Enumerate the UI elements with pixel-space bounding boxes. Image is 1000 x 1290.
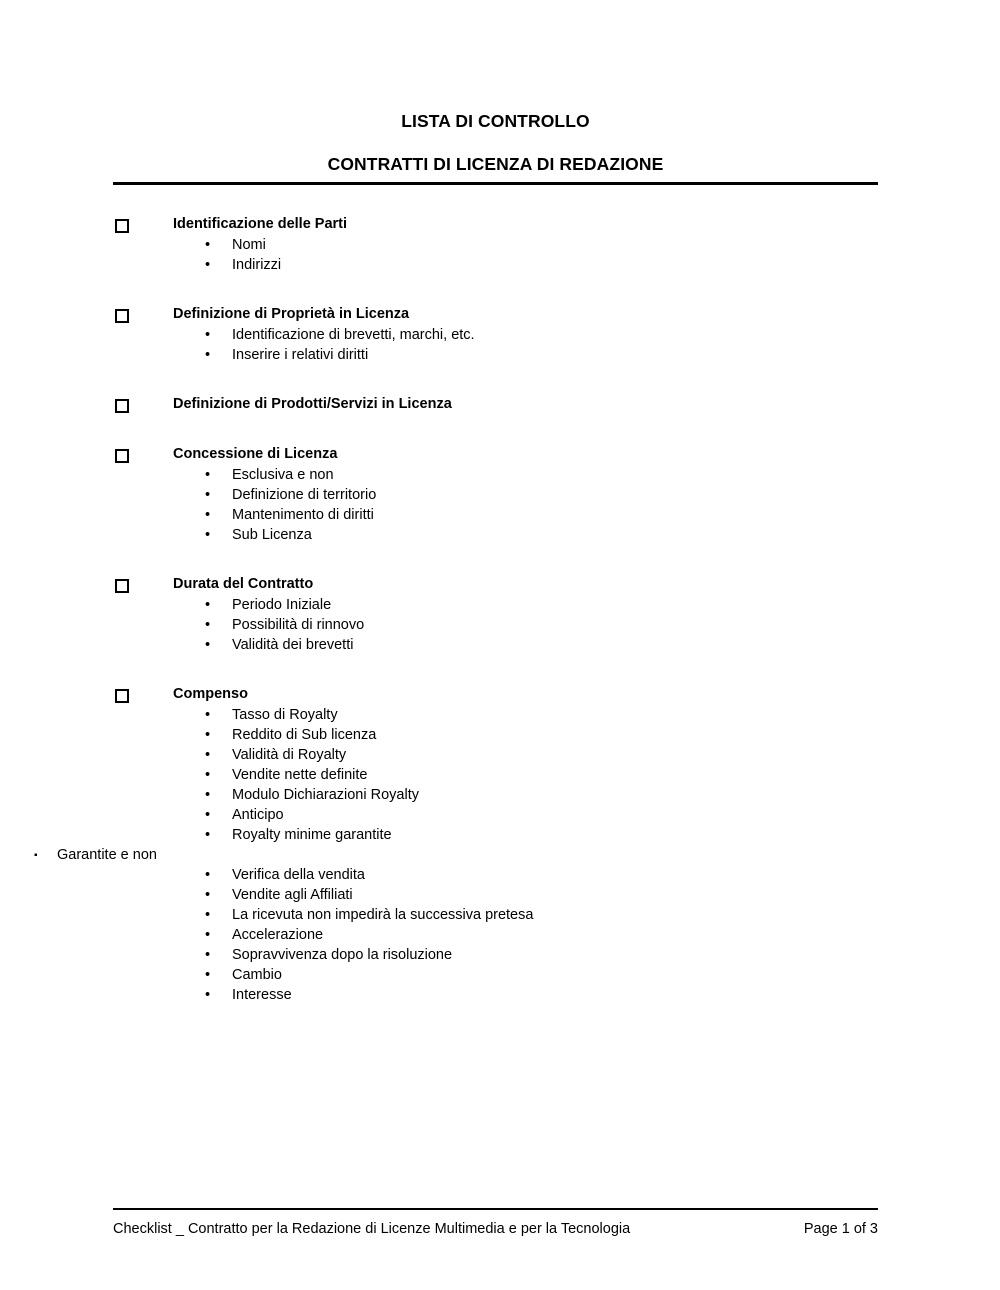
- checklist-section: [0, 684, 1000, 1005]
- list-item: [205, 485, 1000, 505]
- checklist-section-title: Concessione di Licenza: [173, 446, 338, 462]
- list-item-label: Accelerazione: [232, 927, 324, 943]
- checklist-section-header: [0, 684, 1000, 705]
- document-header: [113, 108, 878, 177]
- checklist-section-header: [0, 304, 1000, 325]
- list-item-label: Identificazione di brevetti, marchi, etc.: [232, 327, 475, 343]
- checklist-section: [0, 304, 1000, 365]
- checklist-section: [0, 394, 1000, 415]
- list-item-label: Validità di Royalty: [232, 747, 347, 763]
- footer-page-number: Page 1 of 3: [803, 1221, 878, 1237]
- list-item: [205, 525, 1000, 545]
- list-item-label: Sub Licenza: [232, 527, 312, 543]
- checklist-section-header: [0, 574, 1000, 595]
- list-item: [205, 865, 1000, 885]
- bullet-icon: •: [205, 507, 211, 523]
- bullet-icon: •: [205, 237, 211, 253]
- checklist-body: [0, 214, 1000, 1034]
- checklist-section-header: [0, 444, 1000, 465]
- checkbox-icon[interactable]: [115, 399, 129, 413]
- list-item: [205, 465, 1000, 485]
- list-item-label: Anticipo: [232, 807, 284, 823]
- list-item: [205, 725, 1000, 745]
- list-item-label: Tasso di Royalty: [232, 707, 338, 723]
- bullet-icon: •: [205, 807, 211, 823]
- list-item: [205, 905, 1000, 925]
- bullet-icon: •: [205, 747, 211, 763]
- bullet-icon: •: [205, 947, 211, 963]
- checklist-item-list: [0, 235, 1000, 275]
- bullet-icon: •: [205, 927, 211, 943]
- checklist-item-list: [0, 705, 1000, 1005]
- bullet-icon: •: [205, 827, 211, 843]
- list-item-label: Reddito di Sub licenza: [232, 727, 377, 743]
- bullet-icon: •: [205, 637, 211, 653]
- bullet-icon: •: [205, 907, 211, 923]
- list-item-label: Possibilità di rinnovo: [232, 617, 365, 633]
- list-item: [205, 705, 1000, 725]
- bullet-icon: •: [205, 727, 211, 743]
- sub-list-item: [34, 845, 1000, 865]
- list-item-label: Verifica della vendita: [232, 867, 365, 883]
- document-title-secondary: CONTRATTI DI LICENZA DI REDAZIONE: [327, 154, 664, 174]
- list-item-label: Cambio: [232, 967, 282, 983]
- checkbox-icon[interactable]: [115, 579, 129, 593]
- bullet-icon: •: [205, 257, 211, 273]
- checklist-item-list: [0, 595, 1000, 655]
- list-item-label: Sopravvivenza dopo la risoluzione: [232, 947, 453, 963]
- bullet-icon: •: [205, 487, 211, 503]
- bullet-icon: •: [205, 887, 211, 903]
- checkbox-icon[interactable]: [115, 309, 129, 323]
- list-item: [205, 325, 1000, 345]
- bullet-icon: •: [205, 347, 211, 363]
- checklist-section: [0, 214, 1000, 275]
- bullet-icon: •: [205, 617, 211, 633]
- list-item: [205, 745, 1000, 765]
- list-item: [205, 635, 1000, 655]
- list-item: [205, 595, 1000, 615]
- list-item-label: Validità dei brevetti: [232, 637, 354, 653]
- list-item-label: Royalty minime garantite: [232, 827, 392, 843]
- checkbox-icon[interactable]: [115, 449, 129, 463]
- list-item: [205, 825, 1000, 845]
- bullet-icon: •: [205, 867, 211, 883]
- list-item: [205, 985, 1000, 1005]
- sub-list-item-label: Garantite e non: [57, 847, 157, 863]
- list-item: [205, 345, 1000, 365]
- list-item-label: Definizione di territorio: [232, 487, 377, 503]
- checklist-section: [0, 574, 1000, 655]
- checklist-section-title: Compenso: [173, 686, 248, 702]
- checklist-item-list: [0, 465, 1000, 545]
- list-item-label: Inserire i relativi diritti: [232, 347, 369, 363]
- bullet-icon: •: [205, 527, 211, 543]
- list-item: [205, 965, 1000, 985]
- header-divider: [113, 182, 878, 185]
- list-item: [205, 615, 1000, 635]
- list-item-label: Vendite nette definite: [232, 767, 368, 783]
- checklist-section-title: Durata del Contratto: [173, 576, 314, 592]
- checklist-section-title: Identificazione delle Parti: [173, 216, 348, 232]
- footer-row: [113, 1219, 878, 1239]
- footer-document-name: Checklist _ Contratto per la Redazione di Licenze Multimedia e per la Tecnologia: [113, 1221, 631, 1237]
- list-item-label: Nomi: [232, 237, 266, 253]
- bullet-icon: •: [205, 327, 211, 343]
- bullet-icon: •: [205, 967, 211, 983]
- checklist-section-title: Definizione di Proprietà in Licenza: [173, 306, 410, 322]
- document-title-primary: LISTA DI CONTROLLO: [401, 111, 590, 131]
- bullet-icon: •: [205, 787, 211, 803]
- list-item: [205, 505, 1000, 525]
- checklist-subitem-list: [0, 845, 1000, 865]
- list-item: [205, 945, 1000, 965]
- bullet-icon: •: [205, 707, 211, 723]
- list-item: [205, 765, 1000, 785]
- list-item-label: Vendite agli Affiliati: [232, 887, 353, 903]
- bullet-icon: •: [205, 467, 211, 483]
- list-item-label: Indirizzi: [232, 257, 282, 273]
- checklist-section-title: Definizione di Prodotti/Servizi in Licenza: [173, 396, 452, 412]
- list-item: [205, 785, 1000, 805]
- list-item: [205, 805, 1000, 825]
- checklist-section: [0, 444, 1000, 545]
- list-item-label: La ricevuta non impedirà la successiva pretesa: [232, 907, 534, 923]
- list-item: [205, 925, 1000, 945]
- checklist-section-header: [0, 394, 1000, 415]
- bullet-icon: •: [205, 597, 211, 613]
- bullet-icon: •: [205, 767, 211, 783]
- checkbox-icon[interactable]: [115, 689, 129, 703]
- list-item: [205, 255, 1000, 275]
- checklist-section-header: [0, 214, 1000, 235]
- list-item-label: Periodo Iniziale: [232, 597, 332, 613]
- list-item-label: Esclusiva e non: [232, 467, 334, 483]
- list-item: [205, 235, 1000, 255]
- bullet-icon: •: [205, 987, 211, 1003]
- list-item-label: Interesse: [232, 987, 292, 1003]
- square-bullet-icon: ▪: [34, 850, 38, 861]
- document-footer: [113, 1208, 878, 1239]
- list-item: [205, 885, 1000, 905]
- footer-divider: [113, 1208, 878, 1210]
- list-item-label: Mantenimento di diritti: [232, 507, 374, 523]
- checkbox-icon[interactable]: [115, 219, 129, 233]
- list-item-label: Modulo Dichiarazioni Royalty: [232, 787, 419, 803]
- checklist-item-list: [0, 325, 1000, 365]
